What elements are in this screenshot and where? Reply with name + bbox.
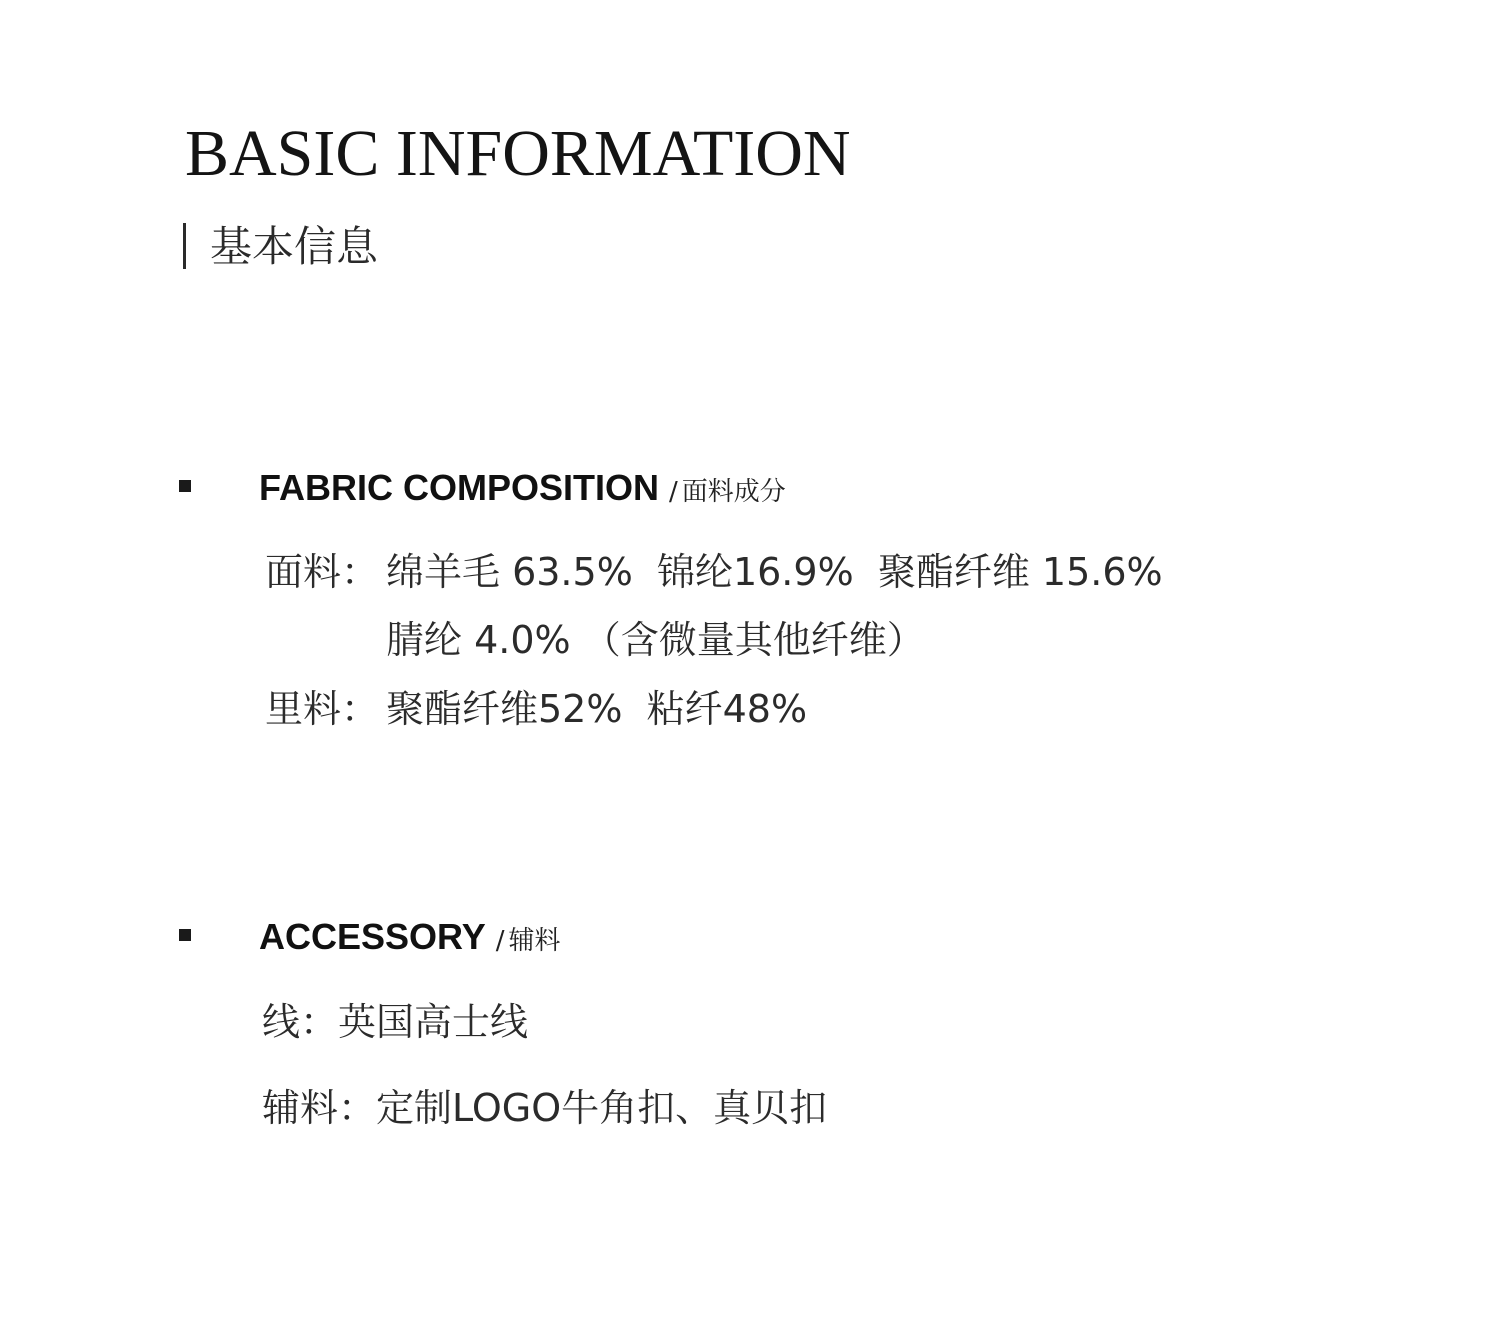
accessory-trims-label: 辅料：: [262, 1086, 377, 1130]
accessory-heading-cn: 辅料: [508, 926, 561, 956]
accessory-section-bullet: [179, 929, 191, 941]
fabric-lining-row: [265, 684, 379, 734]
fabric-outer-row: [265, 547, 379, 597]
page-subtitle: [183, 218, 378, 276]
fabric-heading-separator: /: [669, 477, 678, 507]
fabric-outer-label: 面料：: [265, 550, 380, 594]
subtitle-text: 基本信息: [210, 222, 379, 271]
accessory-trims-row: [262, 1083, 827, 1133]
fabric-heading-cn: 面料成分: [681, 477, 786, 507]
fabric-section-bullet: [179, 480, 191, 492]
accessory-heading-en: ACCESSORY: [259, 916, 486, 957]
accessory-thread-value: 英国高士线: [338, 1000, 529, 1044]
fabric-heading-en: FABRIC COMPOSITION: [259, 467, 660, 508]
accessory-section-heading: [259, 917, 561, 964]
accessory-thread-row: [262, 997, 528, 1047]
subtitle-divider: [183, 223, 186, 269]
accessory-heading-separator: /: [495, 926, 505, 956]
page-title: BASIC INFORMATION: [185, 117, 851, 190]
accessory-trims-value: 定制LOGO牛角扣、真贝扣: [376, 1086, 828, 1130]
accessory-thread-label: 线：: [262, 1000, 339, 1044]
fabric-section-heading: [259, 468, 786, 515]
fabric-outer-line1: 绵羊毛 63.5% 锦纶16.9% 聚酯纤维 15.6%: [386, 550, 1163, 594]
fabric-outer-line2: 腈纶 4.0% （含微量其他纤维）: [386, 618, 925, 662]
fabric-lining-value: 聚酯纤维52% 粘纤48%: [386, 687, 808, 731]
fabric-lining-label: 里料：: [265, 687, 380, 731]
